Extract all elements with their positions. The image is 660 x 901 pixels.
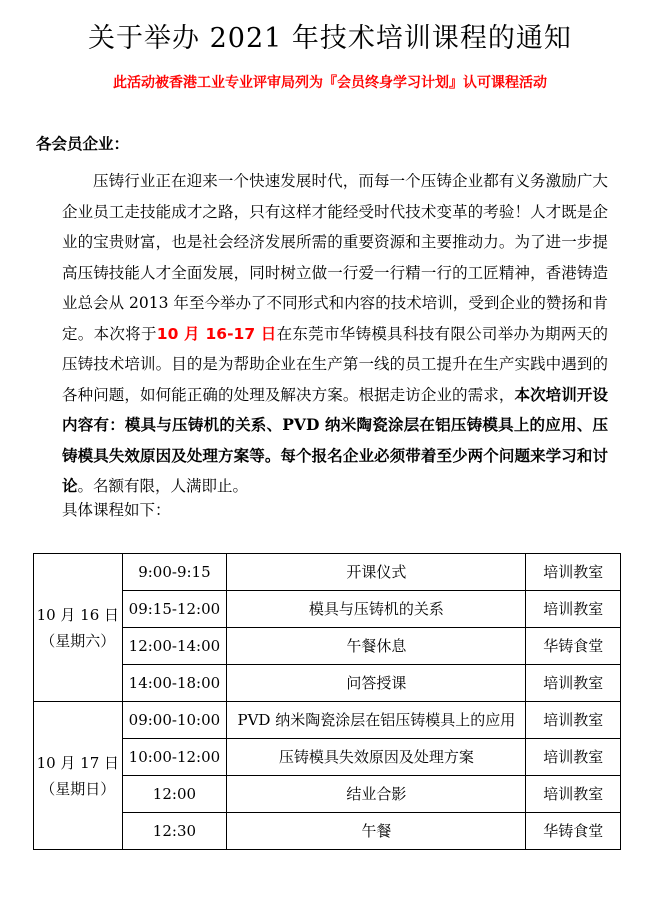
course-cell: 模具与压铸机的关系 [227,591,526,628]
notice-title: 关于举办 2021 年技术培训课程的通知 [88,23,572,54]
course-cell: PVD 纳米陶瓷涂层在铝压铸模具上的应用 [227,702,526,739]
day-cell [34,702,123,850]
table-row [34,739,621,776]
day-weekday: （星期六） [40,631,116,650]
time-cell: 12:00 [122,776,227,813]
table-row [34,554,621,591]
location-cell: 培训教室 [526,554,621,591]
location-cell: 培训教室 [526,776,621,813]
table-row [34,813,621,850]
body-paragraph [62,166,608,502]
location-cell: 培训教室 [526,591,621,628]
time-cell: 10:00-12:00 [122,739,227,776]
body-text-part4: 。名额有限，人满即止。 [77,477,249,495]
table-row [34,702,621,739]
location-cell: 培训教室 [526,702,621,739]
course-cell: 午餐休息 [227,628,526,665]
day-date: 10 月 17 日 [36,753,120,772]
day-date: 10 月 16 日 [36,605,120,624]
location-cell: 培训教室 [526,665,621,702]
time-cell: 14:00-18:00 [122,665,227,702]
schedule-table [33,553,621,850]
location-cell: 华铸食堂 [526,813,621,850]
body-text-part2: 在东莞市华铸模具科技有限公司举办为期两天的压铸技术培训。目的是为帮助企业在生产第一线的员工提升在生产实践中遇到的各种问题，如何能正确的处理及解决方案。根据走访企业的需求， [62,324,608,404]
time-cell: 09:15-12:00 [122,591,227,628]
body-text-part1: 压铸行业正在迎来一个快速发展时代，而每一个压铸企业都有义务激励广大企业员工走技能成才之路，只有这样才能经受时代技术变革的考验！人才既是企业的宝贵财富，也是社会经济发展所需的重要资源和主要推动力。为了进一步提高压铸技能人才全面发展，同时树立做一行爱一行精一行的工匠精神，香港铸造业总会从 2013 年至今举办了不同形式和内容的技术培训，受到企业的赞扬和肯定。本次将于 [62,172,608,343]
course-cell: 午餐 [227,813,526,850]
notice-subtitle: 此活动被香港工业专业评审局列为『会员终身学习计划』认可课程活动 [113,75,547,91]
day-cell [34,554,123,702]
time-cell: 9:00-9:15 [122,554,227,591]
table-row [34,776,621,813]
table-row [34,665,621,702]
schedule-intro: 具体课程如下： [62,501,171,519]
table-row [34,628,621,665]
table-row [34,591,621,628]
course-cell: 开课仪式 [227,554,526,591]
course-cell: 问答授课 [227,665,526,702]
day-weekday: （星期日） [40,779,116,798]
training-date-highlight: 10 月 16-17 日 [156,324,277,343]
body-text-bold-content: 本次培训开设内容有：模具与压铸机的关系、PVD 纳米陶瓷涂层在铝压铸模具上的应用、压铸模具失效原因及处理方案等。每个报名企业必须带着至少两个问题来学习和讨论 [62,384,608,495]
time-cell: 09:00-10:00 [122,702,227,739]
course-cell: 压铸模具失效原因及处理方案 [227,739,526,776]
time-cell: 12:00-14:00 [122,628,227,665]
location-cell: 华铸食堂 [526,628,621,665]
salutation: 各会员企业： [36,134,130,153]
location-cell: 培训教室 [526,739,621,776]
course-cell: 结业合影 [227,776,526,813]
time-cell: 12:30 [122,813,227,850]
